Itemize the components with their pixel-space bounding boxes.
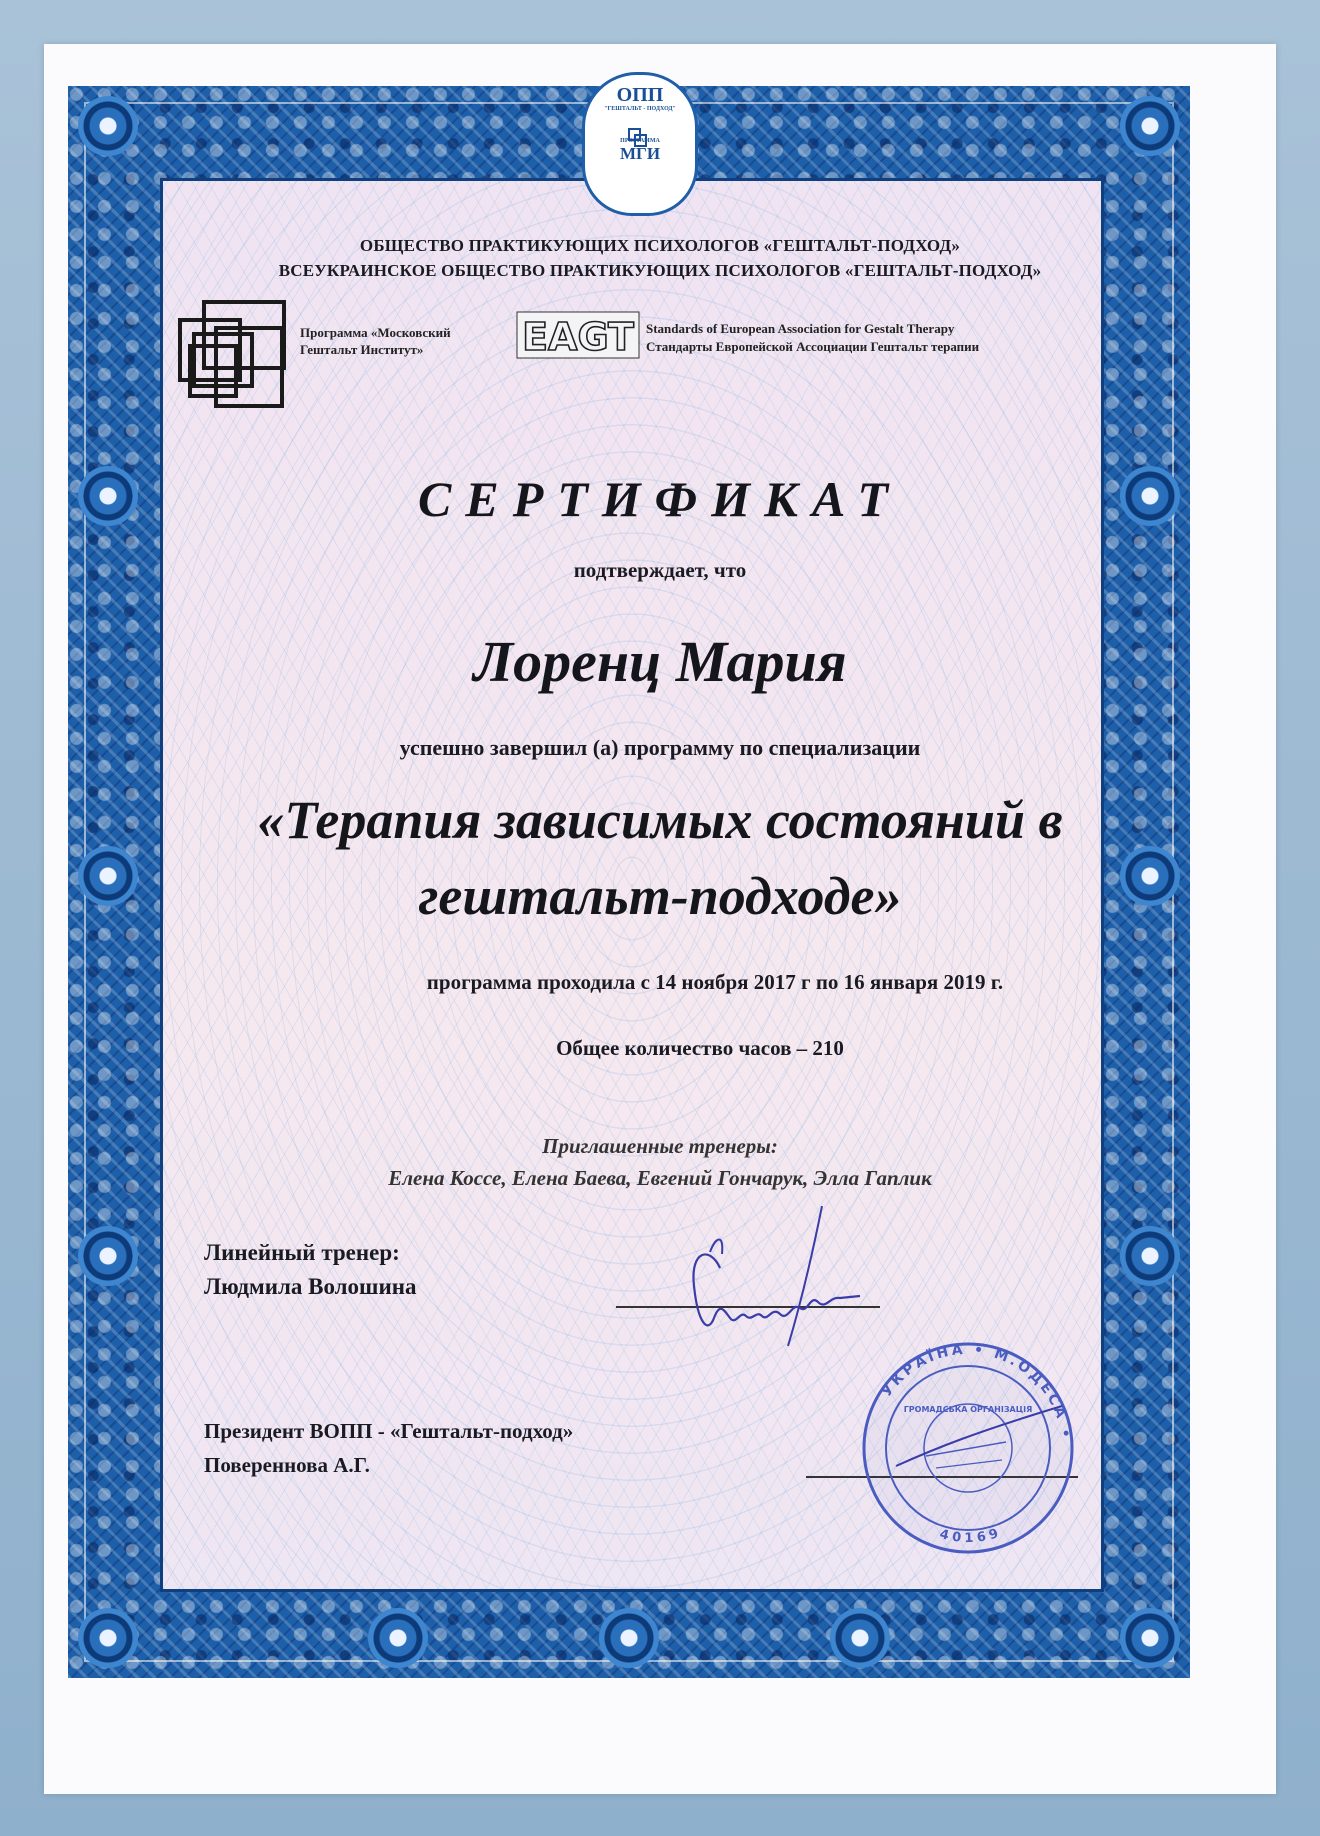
line-trainer-title: Линейный тренер: <box>204 1240 400 1265</box>
president-block <box>204 1414 573 1482</box>
org-name-ua: ВСЕУКРАИНСКОЕ ОБЩЕСТВО ПРАКТИКУЮЩИХ ПСИХОЛОГОВ «ГЕШТАЛЬТ-ПОДХОД» <box>278 261 1042 280</box>
stamp-inner-text: ГРОМАДСЬКА ОРГАНІЗАЦІЯ <box>903 1405 1033 1414</box>
org-name-ru: ОБЩЕСТВО ПРАКТИКУЮЩИХ ПСИХОЛОГОВ «ГЕШТАЛЬТ-ПОДХОД» <box>359 236 961 255</box>
president-title: Президент ВОПП - «Гештальт-подход» <box>204 1419 574 1443</box>
bottom-ornament <box>368 1608 428 1668</box>
recipient-name: Лоренц Мария <box>473 629 847 694</box>
side-ornament <box>1120 1226 1180 1286</box>
bottom-ornament <box>830 1608 890 1668</box>
program-name <box>110 782 1210 934</box>
side-ornament <box>78 466 138 526</box>
corner-ornament <box>78 1608 138 1668</box>
eagt-line-ru: Стандарты Европейской Ассоциации Гештальт терапии <box>646 339 980 354</box>
corner-ornament <box>1120 96 1180 156</box>
invited-trainers-heading: Приглашенные тренеры: <box>542 1134 778 1158</box>
line-trainer-block <box>204 1236 416 1304</box>
program-label-line: Гештальт Институт» <box>300 342 424 357</box>
mgi-squares-logo <box>176 298 288 410</box>
eagt-standards-text <box>646 320 1166 356</box>
certificate-title: СЕРТИФИКАТ <box>418 471 902 527</box>
eagt-logo-text: EAGT <box>522 315 634 359</box>
corner-ornament <box>1120 1608 1180 1668</box>
line-trainer-name: Людмила Волошина <box>204 1274 417 1299</box>
invited-trainers-list: Елена Коссе, Елена Баева, Евгений Гончарук, Элла Гаплик <box>388 1166 932 1190</box>
eagt-line-en: Standards of European Association for Gestalt Therapy <box>646 321 955 336</box>
squares-icon <box>627 127 649 149</box>
mgi-program-label <box>300 324 518 358</box>
bottom-ornament <box>599 1608 659 1668</box>
seal-text: МГИ <box>619 144 661 163</box>
stamp-outer-text: УКРАЇНА • М.ОДЕСА • <box>878 1341 1074 1442</box>
program-name-line: «Терапия зависимых состояний в <box>257 790 1063 850</box>
completed-text: успешно завершил (а) программу по специализации <box>399 735 921 760</box>
handwritten-signature <box>650 1206 890 1356</box>
stamp-code: 40169 <box>938 1525 1005 1547</box>
opp-seal-logo <box>582 72 698 216</box>
total-hours: Общее количество часов – 210 <box>556 1036 844 1060</box>
president-name: Повереннова А.Г. <box>204 1453 370 1477</box>
side-ornament <box>78 1226 138 1286</box>
program-name-line: гештальт-подходе» <box>418 866 902 926</box>
corner-ornament <box>78 96 138 156</box>
confirms-text: подтверждает, что <box>573 558 747 582</box>
program-dates: программа проходила с 14 ноября 2017 г по 16 января 2019 г. <box>426 970 1004 994</box>
official-stamp <box>856 1336 1080 1560</box>
seal-text: "ГЕШТАЛЬТ - ПОДХОД" <box>604 106 676 112</box>
seal-text: ОПП <box>616 84 664 106</box>
eagt-logo <box>516 311 640 359</box>
seal-text: ПРОГРАММА <box>620 138 660 144</box>
program-label-line: Программа «Московский <box>300 325 451 340</box>
